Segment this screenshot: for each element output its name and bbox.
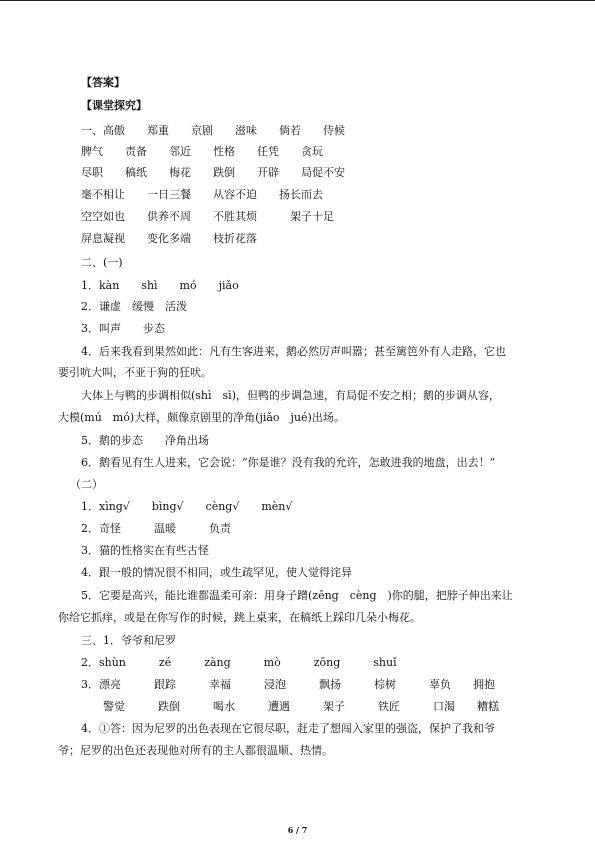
section-heading: 【课堂探究】 (81, 99, 147, 112)
answer-item: 2．shùn zé zàng mò zōng shuǐ (81, 656, 397, 669)
answer-item-continued: 你给它抓痒，或是在你写作的时候，跳上桌来，在稿纸上踩印几朵小梅花。 (58, 611, 421, 624)
answer-item: 6．鹅看见有生人进来，它会说：“你是谁？没有我的允许，怎敢进我的地盘，出去！” (81, 456, 496, 469)
vocab-line: 脾气 责备 邻近 性格 任凭 贪玩 (81, 145, 323, 158)
vocab-line: 毫不相让 一日三餐 从容不迫 扬长而去 (81, 188, 323, 201)
answer-item: 3．猫的性格实在有些古怪 (81, 544, 209, 557)
answer-item: 1．kàn shì mó jiǎo (81, 279, 239, 292)
answer-item: 4．①答：因为尼罗的出色表现在它很尽职，赶走了想闯入家里的强盗，保护了我和爷 (81, 722, 495, 735)
answer-item-continued: 爷；尼罗的出色还表现他对所有的主人都很温顺、热情。 (58, 744, 333, 757)
answer-item: 5．鹅的步态 净角出场 (81, 434, 209, 447)
part2-title: 二、(一) (81, 256, 123, 269)
vocab-line: 一、高傲 郑重 京剧 滋味 倘若 侍候 (81, 124, 345, 137)
answer-item: 5．它要是高兴，能比谁都温柔可亲：用身子蹭(zēng cèng )你的腿，把脖子伸出来让 (81, 589, 513, 602)
answer-item: 4．后来我看到果然如此：凡有生客进来，鹅必然厉声叫嚣；甚至篱笆外有人走路，它也 (81, 345, 506, 358)
page-number: 6 / 7 (287, 825, 308, 835)
vocab-line: 空空如也 供养不周 不胜其烦 架子十足 (81, 210, 334, 223)
answer-item: 3．叫声 步态 (81, 322, 165, 335)
answer-item: 警觉 跌倒 喝水 遭遇 架子 铁匠 口渴 糟糕 (81, 700, 499, 713)
answer-item: 2．谦虚 缓慢 活泼 (81, 300, 187, 313)
answer-item: 3．漂亮 跟踪 幸福 浸泡 飘扬 棕树 辜负 拥抱 (81, 678, 495, 691)
answer-item: 大体上与鸭的步调相似(shì sì)，但鸭的步调急速，有局促不安之相；鹅的步调从容， (81, 389, 500, 402)
vocab-line: 屏息凝视 变化多端 枝折花落 (81, 232, 257, 245)
answer-item: 4．跟一般的情况很不相同，或生疏罕见，使人觉得诧异 (81, 566, 352, 579)
answer-item: 2．奇怪 温暖 负责 (81, 522, 231, 535)
answer-item: 1．xìng√ bìng√ cèng√ mèn√ (81, 500, 293, 513)
part2b-title: （二） (70, 478, 103, 491)
answer-item-continued: 要引吭大叫，不亚于狗的狂吠。 (58, 366, 212, 379)
answer-item-continued: 大模(mú mó)大样，颇像京剧里的净角(jiǎo jué)出场。 (58, 411, 345, 424)
top-border-line (0, 0, 595, 1)
part3-title: 三、1．爷爷和尼罗 (81, 634, 176, 647)
vocab-line: 尽职 稿纸 梅花 跌倒 开辟 局促不安 (81, 166, 345, 179)
answer-heading: 【答案】 (81, 76, 125, 89)
